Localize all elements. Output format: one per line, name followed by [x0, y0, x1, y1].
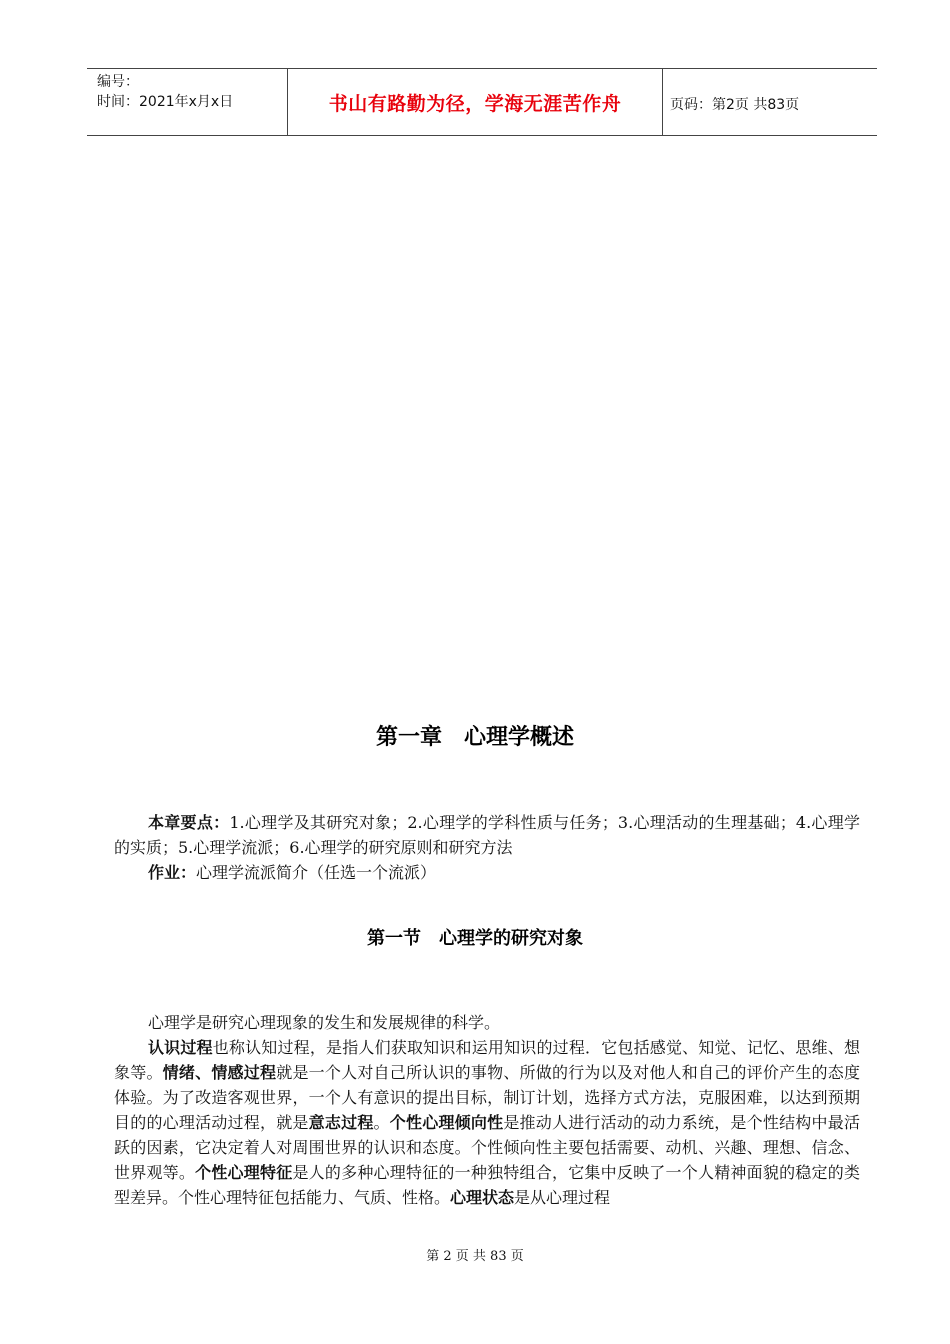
header-motto: 书山有路勤为径，学海无涯苦作舟	[328, 93, 622, 115]
term-traits: 个性心理特征	[195, 1163, 293, 1182]
intro-paragraph: 心理学是研究心理现象的发生和发展规律的科学。	[148, 1013, 501, 1032]
key-points-text: 1.心理学及其研究对象；2.心理学的学科性质与任务；3.心理活动的生理基础；4.心理学的实质；5.心理学流派；6.心理学的研究原则和研究方法	[114, 813, 860, 857]
term-state: 心理状态	[450, 1188, 515, 1207]
term-tendency: 个性心理倾向性	[389, 1113, 504, 1132]
header-time: 时间：2021年x月x日	[97, 94, 234, 110]
header-divider-right	[662, 68, 663, 136]
header-page-info: 页码：第2页 共83页	[670, 97, 800, 113]
section-title: 第一节 心理学的研究对象	[367, 928, 583, 949]
body-paragraph	[114, 1035, 860, 1210]
term-cognition: 认识过程	[148, 1038, 213, 1057]
homework-paragraph	[114, 860, 860, 885]
header-number: 编号：	[97, 74, 139, 90]
chapter-title: 第一章 心理学概述	[375, 725, 574, 750]
body-text-2: 就是一个人对自己所认识的事物、所做的行为以及对他人和自己的评价产生的态度体验。为了改造客观世界，一个人有意识的提出目标，制订计划，选择方式方法，克服困难，以达到预期目的的心理活动过程，就是	[114, 1063, 860, 1132]
body-text-5: 是人的多种心理特征的一种独特组合，它集中反映了一个人精神面貌的稳定的类型差异。个性心理特征包括能力、气质、性格。	[114, 1163, 860, 1207]
homework-text: 心理学流派简介（任选一个流派）	[196, 863, 437, 882]
term-emotion: 情绪、情感过程	[162, 1063, 277, 1082]
key-points-label: 本章要点：	[148, 813, 230, 832]
body-text-6: 是从心理过程	[514, 1188, 611, 1207]
body-text-4: 是推动人进行活动的动力系统，是个性结构中最活跃的因素，它决定着人对周围世界的认识和态度。个性倾向性主要包括需要、动机、兴趣、理想、信念、世界观等。	[114, 1113, 860, 1182]
term-will: 意志过程	[308, 1113, 374, 1132]
homework-label: 作业：	[148, 863, 197, 882]
header-top-rule	[87, 68, 877, 69]
key-points-paragraph	[114, 810, 860, 860]
body-text-1: 也称认知过程，是指人们获取知识和运用知识的过程．它包括感觉、知觉、记忆、思维、想象等。	[114, 1038, 860, 1082]
page-footer: 第 2 页 共 83 页	[426, 1249, 524, 1264]
header-meta	[97, 72, 233, 112]
header-bottom-rule	[87, 135, 877, 136]
body-text-3: 。	[373, 1113, 390, 1132]
